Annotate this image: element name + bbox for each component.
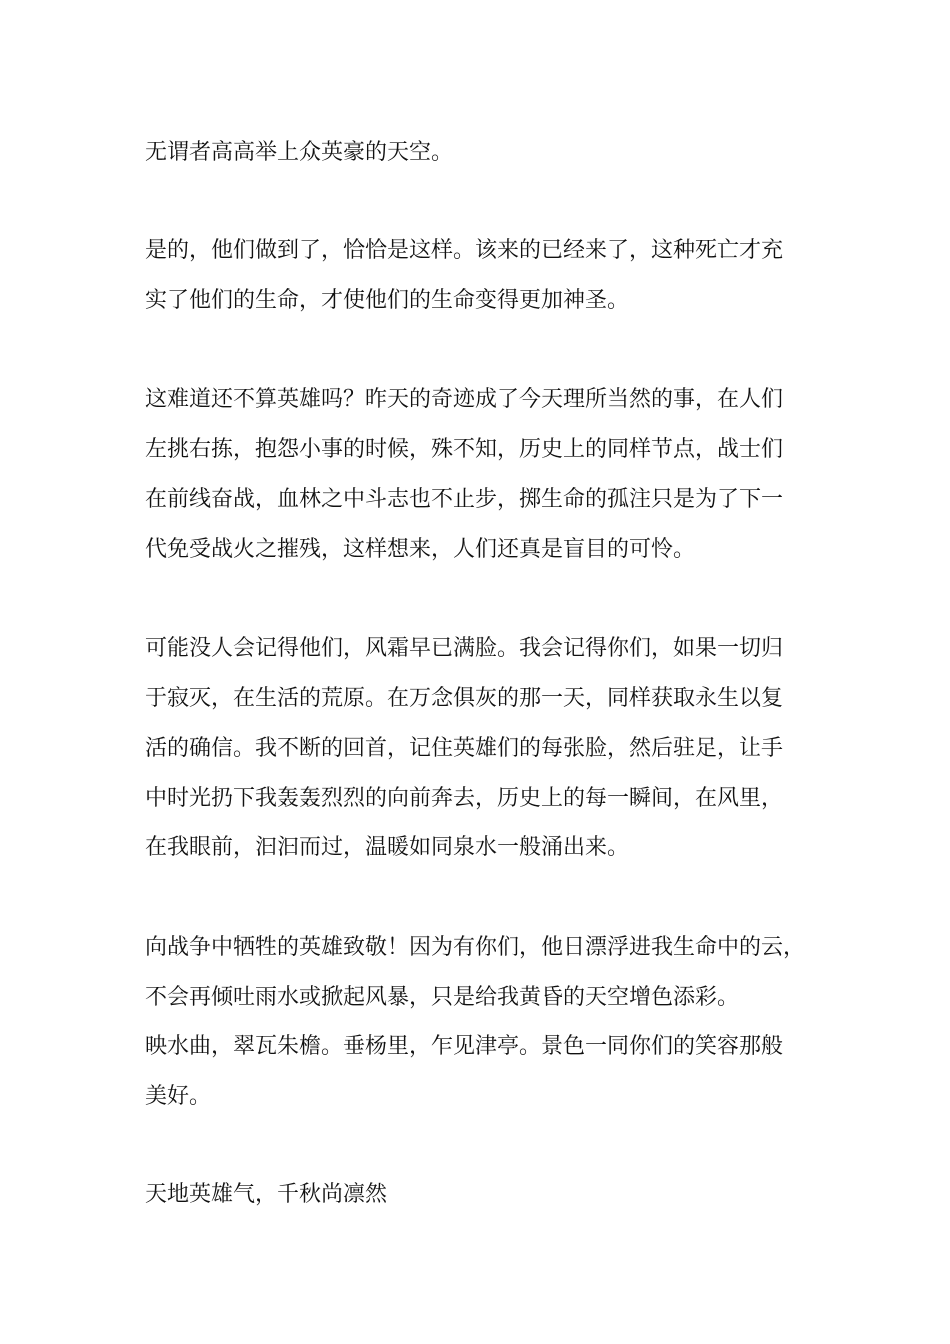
paragraph-5-line-3: 映水曲，翠瓦朱檐。垂杨里，乍见津亭。景色一同你们的笑容那般 [145, 1034, 784, 1059]
paragraph-4-line-3: 活的确信。我不断的回首，记住英雄们的每张脸，然后驻足，让手 [145, 736, 784, 761]
paragraph-3-line-1: 这难道还不算英雄吗？昨天的奇迹成了今天理所当然的事，在人们 [145, 387, 784, 412]
paragraph-4-line-5: 在我眼前，汩汩而过，温暖如同泉水一般涌出来。 [145, 835, 630, 860]
paragraph-3-line-2: 左挑右拣，抱怨小事的时候，殊不知，历史上的同样节点，战士们 [145, 437, 784, 462]
paragraph-4-line-4: 中时光扔下我轰轰烈烈的向前奔去，历史上的每一瞬间，在风里， [145, 786, 784, 811]
paragraph-5-line-1: 向战争中牺牲的英雄致敬！因为有你们，他日漂浮进我生命中的云， [145, 935, 806, 960]
paragraph-5-line-2: 不会再倾吐雨水或掀起风暴，只是给我黄昏的天空增色添彩。 [145, 985, 740, 1010]
paragraph-2-line-1: 是的，他们做到了，恰恰是这样。该来的已经来了，这种死亡才充 [145, 238, 784, 263]
paragraph-3-line-4: 代免受战火之摧残，这样想来，人们还真是盲目的可怜。 [145, 537, 696, 562]
paragraph-4-line-1: 可能没人会记得他们，风霜早已满脸。我会记得你们，如果一切归 [145, 636, 784, 661]
paragraph-6-line-1: 天地英雄气，千秋尚凛然 [145, 1182, 388, 1207]
paragraph-4-line-2: 于寂灭，在生活的荒原。在万念俱灰的那一天，同样获取永生以复 [145, 686, 784, 711]
paragraph-5-line-4: 美好。 [145, 1084, 212, 1109]
paragraph-1-line-1: 无谓者高高举上众英豪的天空。 [145, 140, 454, 165]
paragraph-3-line-3: 在前线奋战，血林之中斗志也不止步，掷生命的孤注只是为了下一 [145, 487, 784, 512]
paragraph-2-line-2: 实了他们的生命，才使他们的生命变得更加神圣。 [145, 288, 630, 313]
